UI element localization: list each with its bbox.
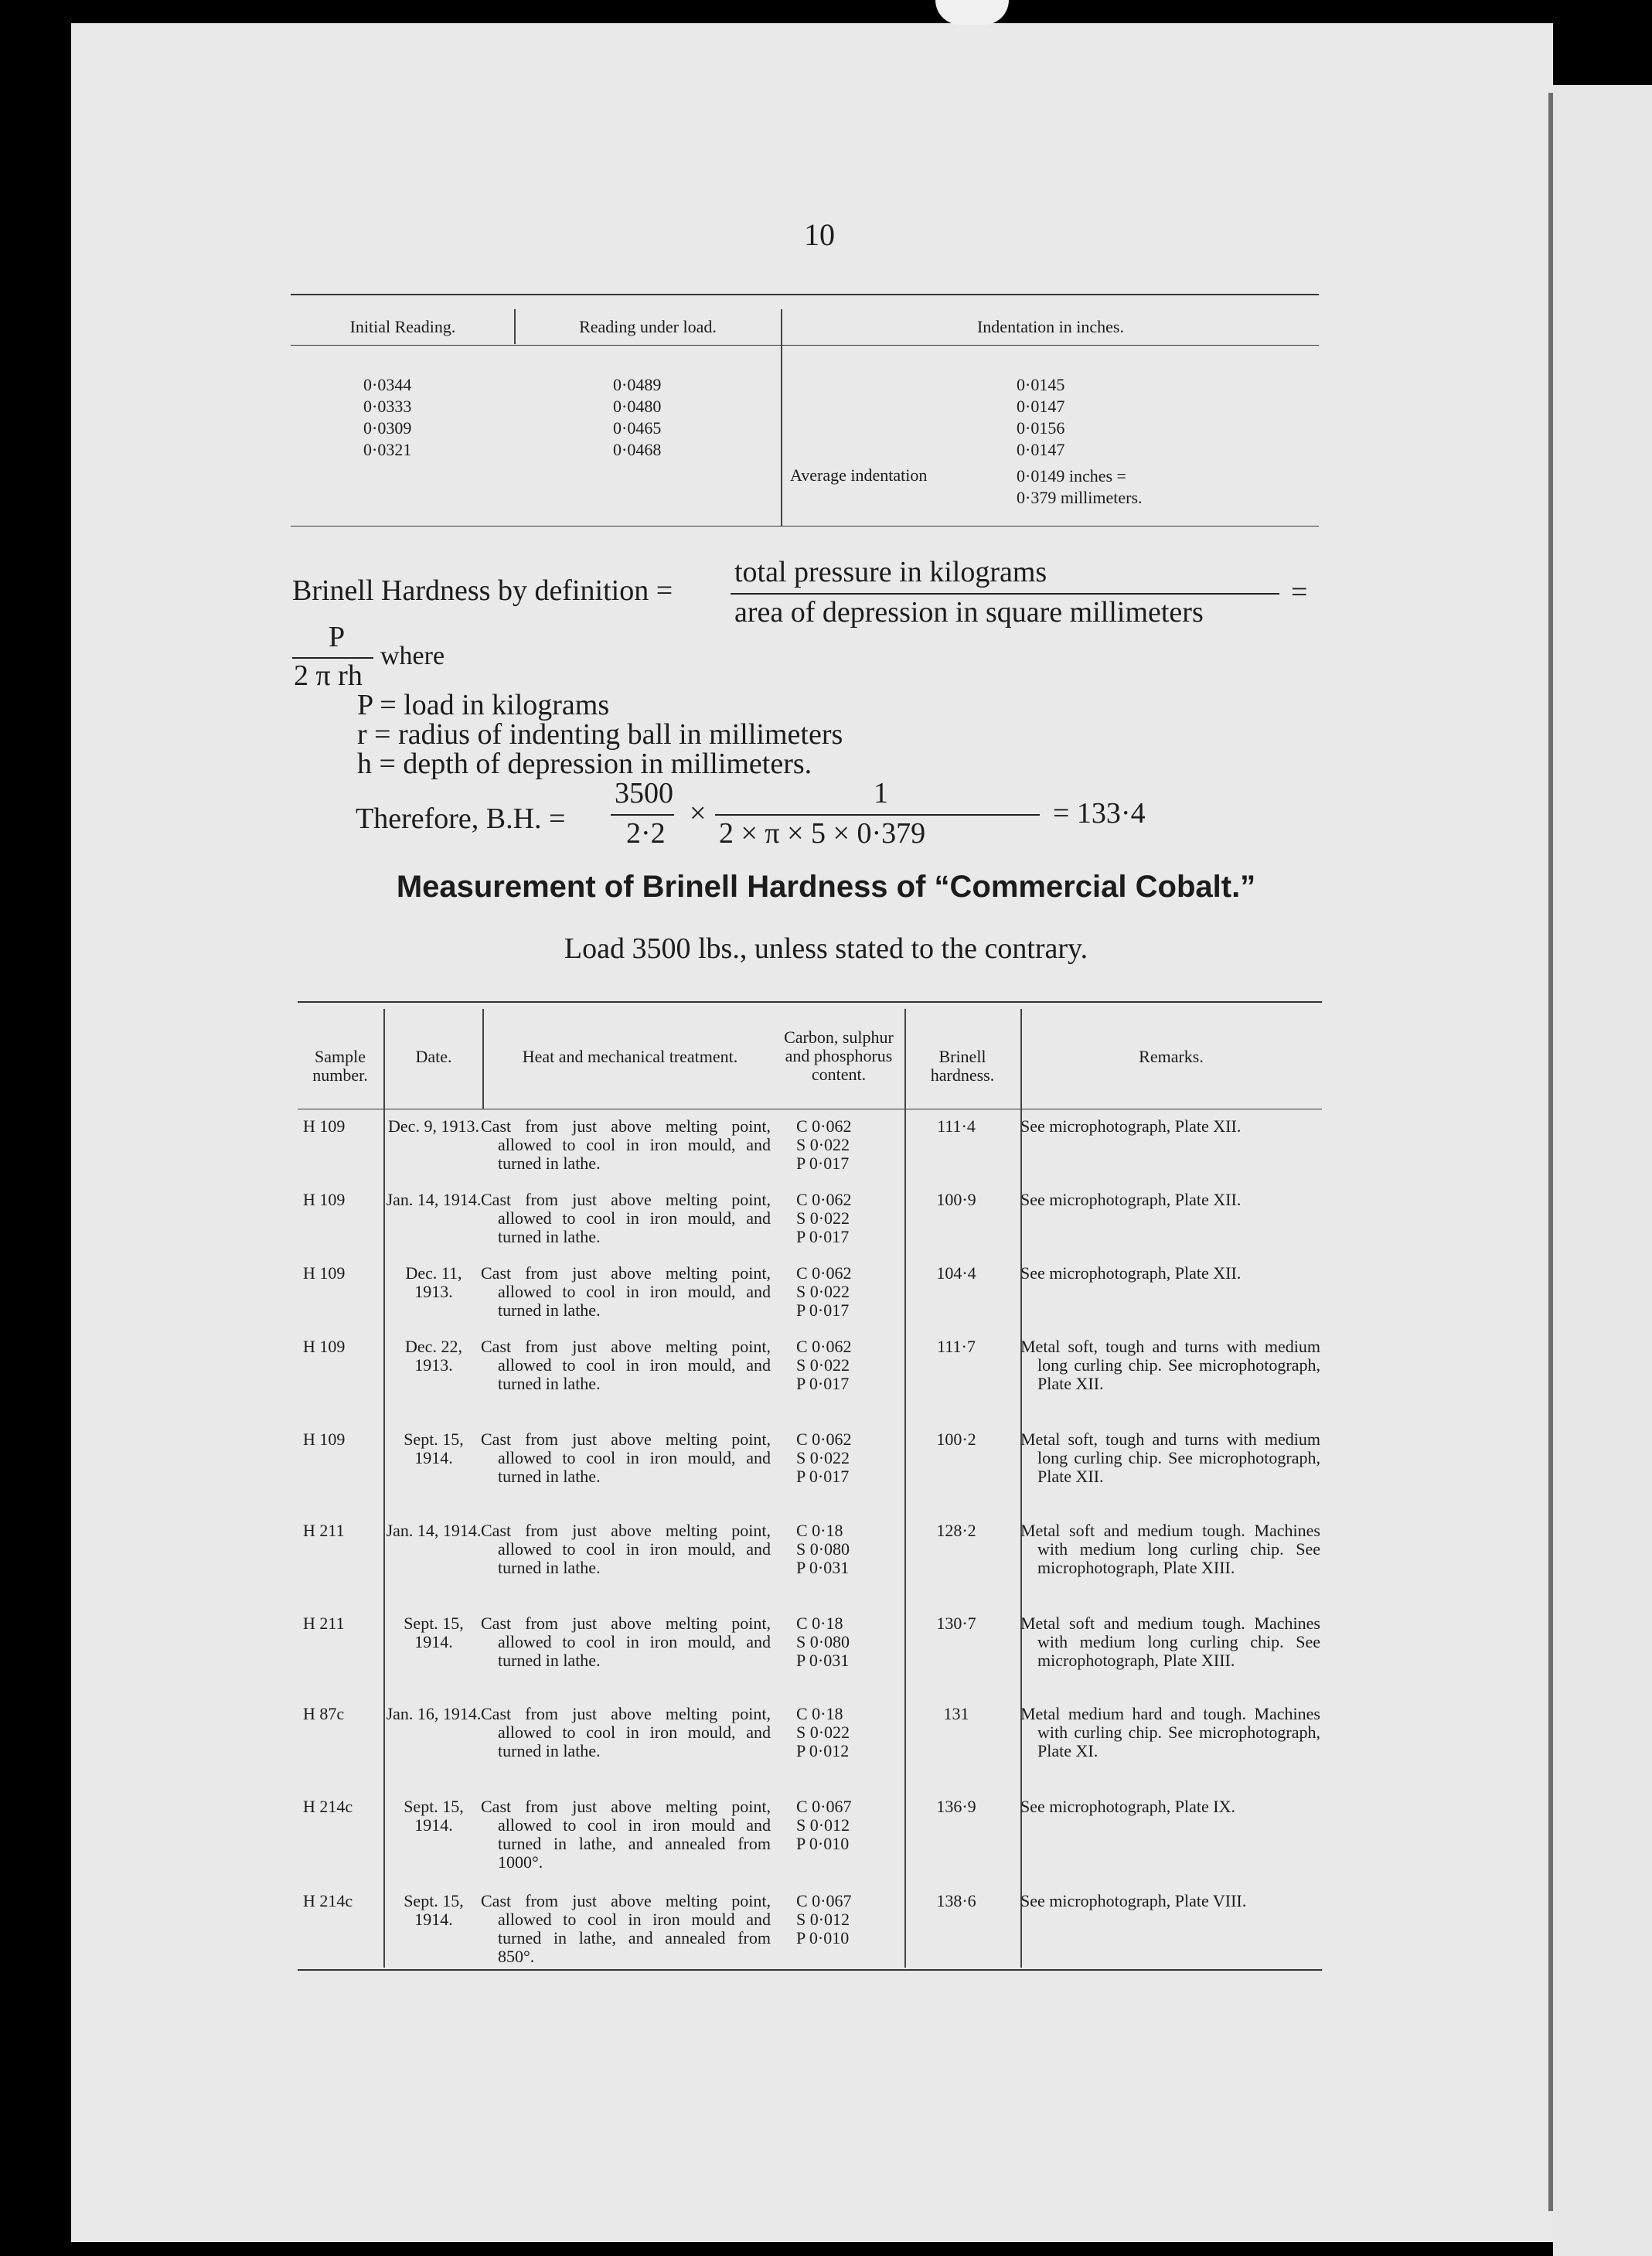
scan-artifact <box>935 0 1009 25</box>
content-line: C 0·062 <box>796 1263 852 1283</box>
cell-hardness: 111·4 <box>937 1116 976 1136</box>
cell-date: Dec. 9, 1913. <box>388 1116 479 1136</box>
content-line: S 0·022 <box>796 1282 850 1301</box>
p-numerator: P <box>329 621 346 653</box>
cell-date: Dec. 22, 1913. <box>405 1337 462 1375</box>
content-line: P 0·017 <box>796 1154 850 1173</box>
reading-value: 0·0333 <box>363 397 412 416</box>
f1-numerator: 3500 <box>615 777 673 809</box>
f2-numerator: 1 <box>874 777 888 809</box>
cell-sample: H 109 <box>303 1116 346 1136</box>
fraction-bar <box>731 593 1279 595</box>
reading-value: 0·0156 <box>1017 418 1065 438</box>
col-rule <box>781 309 782 526</box>
header-hardness: Brinell hardness. <box>930 1047 995 1085</box>
header-initial: Initial Reading. <box>349 317 456 336</box>
header-remarks: Remarks. <box>1139 1047 1204 1066</box>
cell-date: Dec. 11, 1913. <box>405 1263 462 1301</box>
cell-treatment: Cast from just above melting point, allowed to cool in iron mould, and turned in lathe. <box>481 1263 771 1320</box>
header-indentation: Indentation in inches. <box>976 317 1124 336</box>
reading-value: 0·0147 <box>1017 397 1065 416</box>
reading-value: 0·0465 <box>613 418 662 438</box>
cell-sample: H 109 <box>303 1263 346 1283</box>
header-sample: Sample number. <box>312 1047 368 1085</box>
content-line: S 0·022 <box>796 1135 850 1154</box>
content-line: P 0·017 <box>796 1467 850 1486</box>
col-rule <box>482 1009 484 1109</box>
content-line: P 0·010 <box>796 1928 850 1948</box>
cell-date: Jan. 14, 1914. <box>386 1521 482 1540</box>
table-top-rule <box>298 1001 1322 1003</box>
cell-remarks: See microphotograph, Plate XII. <box>1020 1190 1242 1209</box>
cell-treatment: Cast from just above melting point, allowed to cool in iron mould, and turned in lathe. <box>481 1704 771 1760</box>
cell-remarks: Metal soft, tough and turns with medium long curling chip. See microphotograph, Plate XII. <box>1020 1337 1320 1393</box>
content-line: C 0·18 <box>796 1614 843 1633</box>
content-line: P 0·031 <box>796 1651 850 1670</box>
initial-readings <box>363 374 411 461</box>
cell-remarks: See microphotograph, Plate XII. <box>1020 1263 1242 1283</box>
table-bottom-rule <box>298 1969 1322 1971</box>
cell-sample: H 109 <box>303 1190 346 1209</box>
page-number: 10 <box>804 217 835 252</box>
cell-remarks: Metal soft, tough and turns with medium long curling chip. See microphotograph, Plate XII. <box>1020 1430 1320 1486</box>
cell-content <box>796 1117 852 1173</box>
reading-value: 0·0344 <box>363 375 412 394</box>
content-line: S 0·012 <box>796 1815 850 1835</box>
f1-denominator: 2·2 <box>626 817 666 850</box>
content-line: S 0·012 <box>796 1910 850 1929</box>
cell-sample: H 214c <box>303 1891 353 1910</box>
cell-treatment: Cast from just above melting point, allowed to cool in iron mould, and turned in lathe. <box>481 1521 771 1577</box>
cell-date: Jan. 14, 1914. <box>386 1190 482 1209</box>
reading-value: 0·0468 <box>613 440 662 459</box>
cell-treatment: Cast from just above melting point, allowed to cool in iron mould, and turned in lathe. <box>481 1614 771 1670</box>
cell-treatment: Cast from just above melting point, allowed to cool in iron mould and turned in lathe, and annealed from 850°. <box>481 1891 771 1966</box>
cell-hardness: 100·9 <box>936 1190 976 1209</box>
fraction-bar <box>611 814 674 816</box>
cell-content <box>796 1191 852 1246</box>
content-line: P 0·017 <box>796 1374 850 1393</box>
cell-hardness: 104·4 <box>936 1263 976 1283</box>
reading-value: 0·0147 <box>1017 440 1065 459</box>
cell-sample: H 87c <box>303 1704 345 1723</box>
reading-value: 0·0480 <box>613 397 662 416</box>
content-line: S 0·080 <box>796 1632 850 1651</box>
cell-remarks: Metal soft and medium tough. Machines with medium long curling chip. See microphotograph, Plate XIII. <box>1020 1521 1320 1577</box>
content-line: S 0·022 <box>796 1208 850 1228</box>
table-top-rule <box>291 294 1319 295</box>
cell-treatment: Cast from just above melting point, allowed to cool in iron mould, and turned in lathe. <box>481 1337 771 1393</box>
cell-date: Jan. 16, 1914. <box>386 1704 482 1723</box>
content-line: S 0·080 <box>796 1539 850 1559</box>
formula-result: = 133·4 <box>1053 797 1146 830</box>
content-line: S 0·022 <box>796 1448 850 1467</box>
header-content: Carbon, sulphur and phosphorus content. <box>784 1027 894 1084</box>
cell-sample: H 214c <box>303 1797 353 1816</box>
cell-content <box>796 1522 850 1577</box>
indentation-values <box>1017 374 1064 461</box>
cell-hardness: 100·2 <box>936 1430 976 1449</box>
section-subtitle: Load 3500 lbs., unless stated to the contrary. <box>564 932 1088 965</box>
header-date: Date. <box>415 1047 452 1066</box>
col-rule <box>904 1009 906 1968</box>
cell-remarks: See microphotograph, Plate XII. <box>1020 1116 1242 1136</box>
reading-value: 0·0145 <box>1017 375 1065 394</box>
p-denominator: 2 π rh <box>294 659 363 692</box>
content-line: C 0·062 <box>796 1116 852 1136</box>
therefore-label: Therefore, B.H. = <box>356 803 566 835</box>
cell-treatment: Cast from just above melting point, allowed to cool in iron mould, and turned in lathe. <box>481 1190 771 1246</box>
cell-sample: H 109 <box>303 1430 346 1449</box>
cell-treatment: Cast from just above melting point, allowed to cool in iron mould, and turned in lathe. <box>481 1430 771 1486</box>
definition-h: h = depth of depression in millimeters. <box>357 748 812 780</box>
content-line: P 0·017 <box>796 1227 850 1246</box>
cell-sample: H 211 <box>303 1521 345 1540</box>
f2-denominator: 2 × π × 5 × 0·379 <box>719 817 926 850</box>
cell-content <box>796 1430 852 1486</box>
content-line: C 0·062 <box>796 1430 852 1449</box>
cell-hardness: 130·7 <box>936 1614 976 1633</box>
col-rule <box>1020 1009 1022 1968</box>
content-line: C 0·067 <box>796 1797 852 1816</box>
cell-content <box>796 1338 852 1393</box>
cell-sample: H 109 <box>303 1337 346 1356</box>
formula-lead: Brinell Hardness by definition = <box>292 574 673 607</box>
formula-numerator: total pressure in kilograms <box>734 556 1047 588</box>
average-label: Average indentation <box>790 465 928 485</box>
adjacent-page <box>1553 85 1652 2256</box>
where-label: where <box>380 642 445 670</box>
cell-hardness: 111·7 <box>937 1337 976 1356</box>
table-bottom-rule <box>291 526 1319 527</box>
cell-remarks: See microphotograph, Plate VIII. <box>1020 1891 1247 1910</box>
content-line: C 0·062 <box>796 1190 852 1209</box>
content-line: P 0·010 <box>796 1834 850 1853</box>
header-rule <box>291 345 1319 346</box>
cell-hardness: 131 <box>943 1704 969 1723</box>
definition-p: P = load in kilograms <box>357 689 610 721</box>
cell-sample: H 211 <box>303 1614 345 1633</box>
content-line: P 0·017 <box>796 1300 850 1320</box>
content-line: P 0·031 <box>796 1558 850 1577</box>
cell-content <box>796 1614 850 1670</box>
content-line: C 0·067 <box>796 1891 852 1910</box>
cell-date: Sept. 15, 1914. <box>404 1797 464 1835</box>
cell-content <box>796 1705 850 1760</box>
cell-treatment: Cast from just above melting point, allowed to cool in iron mould and turned in lathe, and annealed from 1000°. <box>481 1797 771 1872</box>
cell-hardness: 128·2 <box>936 1521 976 1540</box>
reading-value: 0·0489 <box>613 375 662 394</box>
content-line: C 0·062 <box>796 1337 852 1356</box>
cell-remarks: Metal soft and medium tough. Machines with medium long curling chip. See microphotograph, Plate XIII. <box>1020 1614 1320 1670</box>
cell-treatment: Cast from just above melting point, allowed to cool in iron mould, and turned in lathe. <box>481 1116 771 1173</box>
cell-date: Sept. 15, 1914. <box>404 1891 464 1929</box>
content-line: S 0·022 <box>796 1355 850 1375</box>
cell-content <box>796 1798 852 1853</box>
average-inches: 0·0149 inches = <box>1017 466 1126 486</box>
average-values <box>1017 465 1143 509</box>
definition-r: r = radius of indenting ball in millimeters <box>357 718 843 751</box>
cell-date: Sept. 15, 1914. <box>404 1614 464 1651</box>
content-line: P 0·012 <box>796 1741 850 1760</box>
cell-date: Sept. 15, 1914. <box>404 1430 464 1467</box>
cell-content <box>796 1264 852 1320</box>
cell-remarks: Metal medium hard and tough. Machines with curling chip. See microphotograph, Plate XI. <box>1020 1704 1320 1760</box>
cell-hardness: 136·9 <box>936 1797 976 1816</box>
formula-equals: = <box>1291 576 1308 608</box>
header-treatment: Heat and mechanical treatment. <box>522 1047 738 1066</box>
times-sign: × <box>690 797 707 830</box>
content-line: C 0·18 <box>796 1521 843 1540</box>
reading-value: 0·0309 <box>363 418 412 438</box>
reading-value: 0·0321 <box>363 440 412 459</box>
cell-content <box>796 1892 852 1948</box>
formula-denominator: area of depression in square millimeters <box>734 596 1204 629</box>
average-mm: 0·379 millimeters. <box>1017 488 1143 507</box>
section-title: Measurement of Brinell Hardness of “Commercial Cobalt.” <box>396 870 1256 904</box>
fraction-bar <box>715 814 1040 816</box>
header-under-load: Reading under load. <box>579 317 717 336</box>
content-line: C 0·18 <box>796 1704 843 1723</box>
content-line: S 0·022 <box>796 1723 850 1742</box>
cell-remarks: See microphotograph, Plate IX. <box>1020 1797 1235 1816</box>
under-load-readings <box>613 374 661 461</box>
cell-hardness: 138·6 <box>936 1891 976 1910</box>
